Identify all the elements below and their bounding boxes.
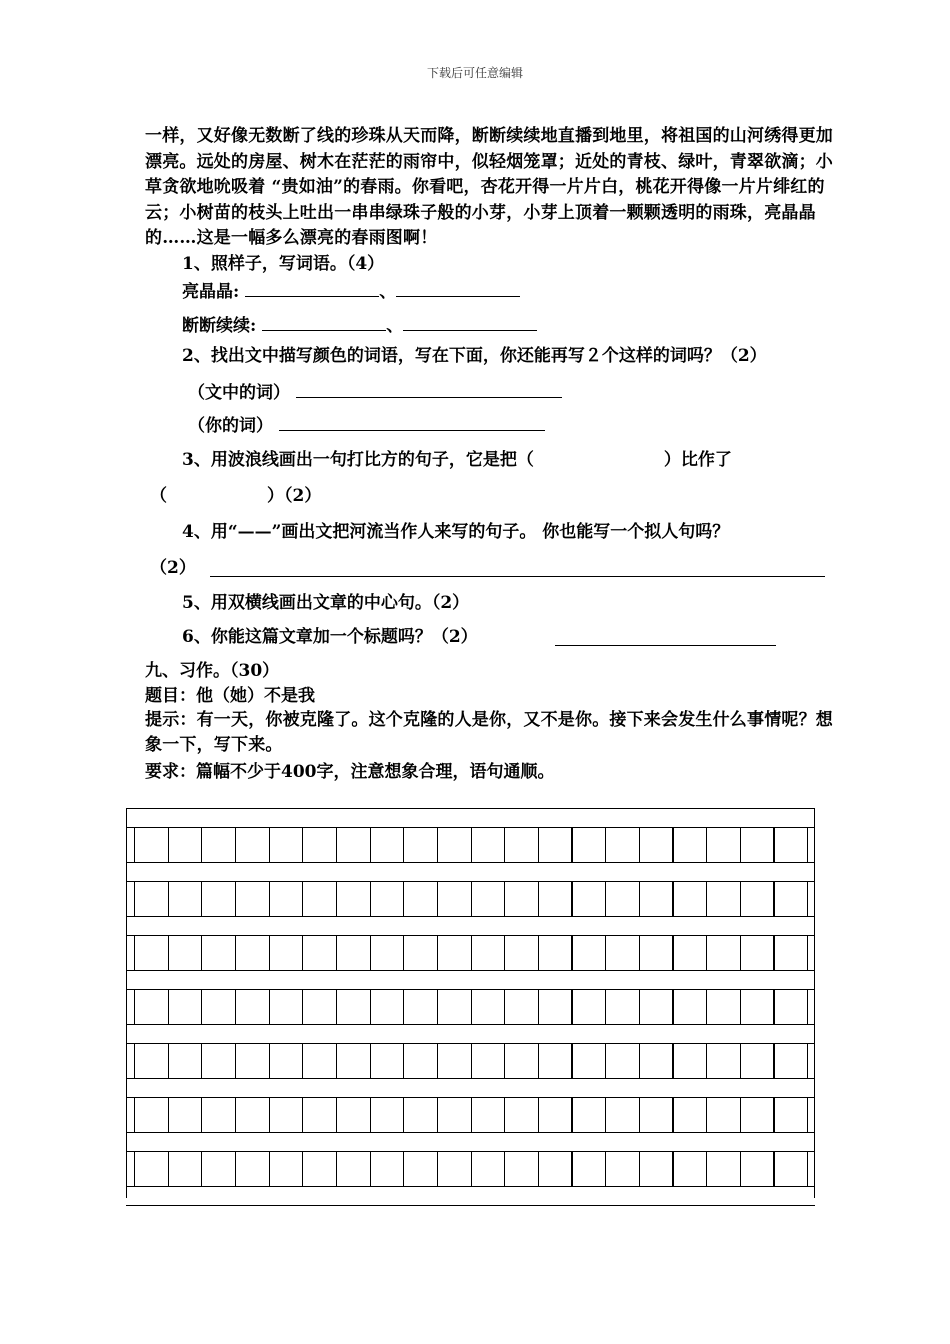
grid-cell-line [437, 1043, 438, 1078]
grid-cell-line [504, 1151, 505, 1186]
grid-band-line [126, 970, 815, 971]
question-3b [150, 485, 321, 507]
grid-cell-line [370, 1097, 371, 1132]
q1b-label: 断断续续: [182, 316, 257, 336]
grid-cell-line [336, 989, 337, 1024]
grid-cell-line [639, 827, 640, 862]
grid-cell-line [471, 935, 472, 970]
grid-cell-line [807, 1151, 808, 1186]
grid-cell-line [706, 989, 707, 1024]
grid-cell-line [504, 827, 505, 862]
answer-line[interactable] [555, 645, 776, 646]
grid-cell-line [201, 881, 202, 916]
question-4b-label: （2） [150, 558, 196, 578]
grid-cell-line [370, 1151, 371, 1186]
grid-band-line [126, 1078, 815, 1079]
grid-cell-line [134, 935, 135, 970]
grid-cell-line [437, 935, 438, 970]
grid-cell-line [571, 1043, 572, 1078]
page-header: 下载后可任意编辑 [426, 66, 523, 80]
grid-cell-line [201, 1043, 202, 1078]
q3-part1: 3、用波浪线画出一句打比方的句子，它是把（ [182, 450, 534, 470]
grid-cell-line [807, 989, 808, 1024]
question-4: 4、用“——”画出文把河流当作人来写的句子。 你也能写一个拟人句吗？ [182, 522, 730, 542]
grid-cell-line [302, 989, 303, 1024]
grid-cell-line [370, 827, 371, 862]
grid-cell-line [471, 1097, 472, 1132]
grid-cell-line [302, 1097, 303, 1132]
grid-cell-line [504, 1043, 505, 1078]
q3b-close: ）（2） [267, 486, 322, 506]
grid-cell-line [672, 989, 673, 1024]
grid-cell-line [168, 1097, 169, 1132]
answer-blank[interactable] [403, 313, 537, 331]
grid-cell-line [336, 1043, 337, 1078]
grid-cell-line [201, 1151, 202, 1186]
grid-border [814, 808, 815, 1198]
grid-border [126, 808, 127, 1198]
grid-cell-line [437, 881, 438, 916]
grid-cell-line [471, 1151, 472, 1186]
composition-hint: 提示：有一天，你被克隆了。这个克隆的人是你，又不是你。接下来会发生什么事情呢？想象一下，写下来。 [145, 710, 833, 755]
grid-cell-line [538, 1043, 539, 1078]
grid-cell-line [302, 935, 303, 970]
answer-line[interactable] [210, 576, 825, 577]
grid-cell-line [706, 1151, 707, 1186]
grid-cell-line [639, 1097, 640, 1132]
answer-blank[interactable] [396, 279, 520, 297]
grid-cell-line [807, 1097, 808, 1132]
grid-band-line [126, 1132, 815, 1133]
grid-cell-line [740, 881, 741, 916]
grid-cell-line [773, 1151, 774, 1186]
grid-cell-line [403, 935, 404, 970]
grid-cell-line [134, 881, 135, 916]
grid-cell-line [168, 881, 169, 916]
grid-cell-line [639, 1043, 640, 1078]
writing-grid[interactable] [126, 808, 815, 1198]
grid-cell-line [336, 827, 337, 862]
grid-cell-line [773, 1097, 774, 1132]
grid-cell-line [605, 1043, 606, 1078]
q1a-label: 亮晶晶: [182, 282, 240, 302]
grid-cell-line [773, 935, 774, 970]
grid-cell-line [403, 881, 404, 916]
grid-cell-line [235, 1043, 236, 1078]
grid-cell-line [134, 1151, 135, 1186]
grid-cell-line [235, 1151, 236, 1186]
grid-cell-line [269, 1097, 270, 1132]
grid-cell-line [437, 827, 438, 862]
grid-cell-line [672, 1097, 673, 1132]
grid-cell-line [269, 827, 270, 862]
answer-blank[interactable] [245, 279, 379, 297]
grid-cell-line [269, 1043, 270, 1078]
question-2a [188, 380, 562, 404]
grid-cell-line [370, 935, 371, 970]
answer-blank[interactable] [296, 380, 562, 398]
grid-cell-line [605, 881, 606, 916]
grid-cell-line [706, 1097, 707, 1132]
grid-cell-line [201, 935, 202, 970]
grid-cell-line [672, 935, 673, 970]
grid-band-line [126, 1024, 815, 1025]
grid-cell-line [639, 935, 640, 970]
grid-cell-line [235, 1097, 236, 1132]
grid-cell-line [740, 1151, 741, 1186]
grid-cell-line [437, 1097, 438, 1132]
answer-blank[interactable] [279, 413, 545, 431]
composition-requirement: 要求：篇幅不少于400字，注意想象合理，语句通顺。 [145, 762, 555, 782]
grid-cell-line [504, 1097, 505, 1132]
grid-cell-line [538, 935, 539, 970]
grid-cell-line [370, 989, 371, 1024]
grid-cell-line [538, 1151, 539, 1186]
grid-cell-line [471, 827, 472, 862]
grid-cell-line [538, 1097, 539, 1132]
question-5: 5、用双横线画出文章的中心句。（2） [182, 593, 470, 613]
grid-cell-line [773, 881, 774, 916]
grid-cell-line [538, 989, 539, 1024]
grid-cell-line [571, 1151, 572, 1186]
grid-cell-line [201, 989, 202, 1024]
grid-cell-line [201, 827, 202, 862]
grid-cell-line [706, 1043, 707, 1078]
grid-band-line [126, 1186, 815, 1187]
grid-cell-line [672, 1043, 673, 1078]
question-1: 1、照样子，写词语。（4） [182, 254, 385, 274]
reading-passage: 一样，又好像无数断了线的珍珠从天而降，断断续续地直播到地里，将祖国的山河绣得更加漂亮。远处的房屋、树木在茫茫的雨帘中，似轻烟笼罩；近处的青枝、绿叶，青翠欲滴；小草贪欲地吮吸着 “贵如油”的春雨。你看吧，杏花开得一片片白，桃花开得像一片片绯红的云；小树苗的枝头上吐出一串串绿珠子般的小芽，小芽上顶着一颗颗透明的雨珠，亮晶晶的……这是一幅多么漂亮的春雨图啊！ [145, 126, 833, 248]
grid-cell-line [235, 881, 236, 916]
grid-cell-line [639, 881, 640, 916]
grid-band-line [126, 862, 815, 863]
grid-cell-line [437, 1151, 438, 1186]
grid-cell-line [336, 881, 337, 916]
grid-cell-line [370, 881, 371, 916]
grid-cell-line [538, 827, 539, 862]
grid-cell-line [807, 827, 808, 862]
grid-cell-line [235, 989, 236, 1024]
grid-cell-line [740, 827, 741, 862]
grid-cell-line [134, 1043, 135, 1078]
grid-cell-line [403, 989, 404, 1024]
grid-cell-line [168, 935, 169, 970]
question-3 [182, 449, 732, 471]
grid-cell-line [672, 881, 673, 916]
grid-cell-line [740, 1097, 741, 1132]
grid-cell-line [571, 1097, 572, 1132]
grid-cell-line [773, 1043, 774, 1078]
grid-cell-line [605, 935, 606, 970]
grid-cell-line [403, 1151, 404, 1186]
grid-cell-line [168, 827, 169, 862]
grid-cell-line [639, 989, 640, 1024]
question-2b [188, 413, 545, 437]
grid-cell-line [269, 935, 270, 970]
question-1b [182, 313, 537, 337]
grid-cell-line [403, 827, 404, 862]
grid-cell-line [201, 1097, 202, 1132]
composition-title: 题目：他（她）不是我 [145, 686, 315, 706]
q3b-open: （ [150, 486, 167, 506]
grid-cell-line [672, 1151, 673, 1186]
grid-cell-line [302, 1043, 303, 1078]
q2b-label: （你的词） [188, 416, 273, 436]
grid-cell-line [773, 989, 774, 1024]
question-6: 6、你能这篇文章加一个标题吗？（2） [182, 627, 478, 647]
grid-cell-line [235, 827, 236, 862]
grid-cell-line [740, 1043, 741, 1078]
separator: 、 [386, 316, 404, 336]
question-1a [182, 279, 520, 303]
separator: 、 [379, 282, 397, 302]
grid-cell-line [571, 881, 572, 916]
grid-cell-line [571, 827, 572, 862]
grid-cell-line [269, 881, 270, 916]
grid-cell-line [437, 989, 438, 1024]
grid-cell-line [269, 989, 270, 1024]
question-2: 2、找出文中描写颜色的词语，写在下面，你还能再写２个这样的词吗？（2） [182, 346, 767, 366]
q2a-label: （文中的词） [188, 383, 290, 403]
grid-cell-line [706, 935, 707, 970]
grid-cell-line [807, 881, 808, 916]
grid-cell-line [134, 827, 135, 862]
grid-cell-line [605, 827, 606, 862]
grid-cell-line [639, 1151, 640, 1186]
grid-cell-line [168, 1151, 169, 1186]
grid-cell-line [269, 1151, 270, 1186]
grid-cell-line [235, 935, 236, 970]
grid-cell-line [403, 1097, 404, 1132]
grid-cell-line [807, 1043, 808, 1078]
grid-cell-line [403, 1043, 404, 1078]
grid-cell-line [302, 881, 303, 916]
grid-cell-line [302, 1151, 303, 1186]
answer-blank[interactable] [262, 313, 386, 331]
grid-cell-line [134, 989, 135, 1024]
grid-cell-line [336, 935, 337, 970]
composition-heading: 九、习作。（30） [145, 661, 280, 681]
grid-cell-line [605, 1097, 606, 1132]
grid-cell-line [471, 881, 472, 916]
grid-cell-line [773, 827, 774, 862]
grid-cell-line [740, 935, 741, 970]
grid-cell-line [672, 827, 673, 862]
grid-cell-line [370, 1043, 371, 1078]
q3-part2: ）比作了 [663, 450, 732, 470]
grid-band-line [126, 916, 815, 917]
grid-band-line [126, 808, 815, 809]
grid-cell-line [706, 827, 707, 862]
grid-cell-line [336, 1097, 337, 1132]
grid-cell-line [571, 989, 572, 1024]
grid-cell-line [706, 881, 707, 916]
grid-cell-line [168, 1043, 169, 1078]
grid-cell-line [504, 881, 505, 916]
grid-cell-line [571, 935, 572, 970]
grid-band-line [126, 1205, 815, 1206]
grid-cell-line [504, 935, 505, 970]
grid-cell-line [740, 989, 741, 1024]
grid-cell-line [168, 989, 169, 1024]
grid-cell-line [504, 989, 505, 1024]
grid-cell-line [134, 1097, 135, 1132]
grid-cell-line [471, 1043, 472, 1078]
grid-cell-line [807, 935, 808, 970]
grid-cell-line [605, 989, 606, 1024]
grid-cell-line [471, 989, 472, 1024]
grid-cell-line [605, 1151, 606, 1186]
grid-cell-line [302, 827, 303, 862]
grid-cell-line [336, 1151, 337, 1186]
grid-cell-line [538, 881, 539, 916]
